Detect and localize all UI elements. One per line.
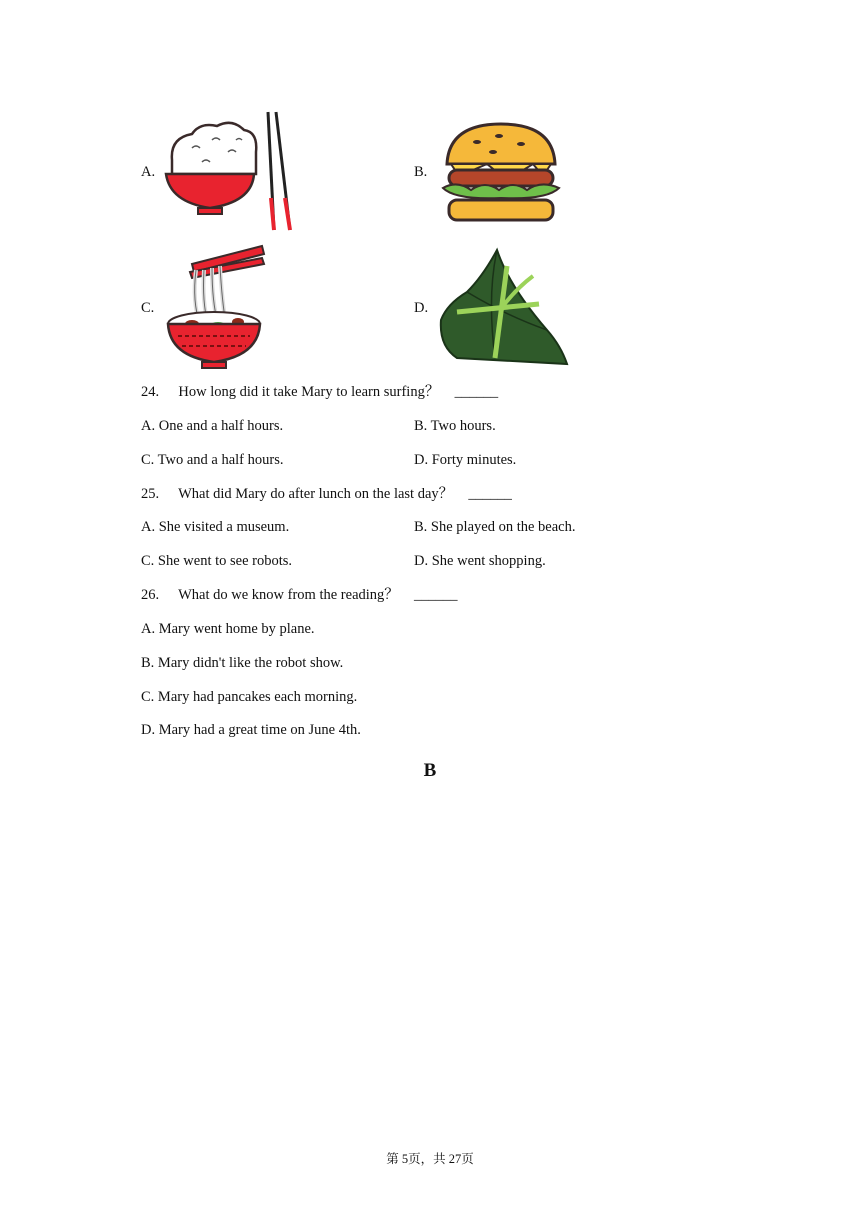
q25-option-c: C. She went to see robots.: [141, 553, 293, 569]
q26-option-c: C. Mary had pancakes each morning.: [141, 689, 358, 705]
question-24: [141, 383, 498, 401]
question-number: 26.: [141, 587, 160, 603]
question-25: [141, 485, 512, 503]
section-heading: B: [423, 760, 437, 781]
option-d-label: D.: [414, 300, 429, 316]
q24-option-d: D. Forty minutes.: [414, 452, 517, 468]
question-number: 24.: [141, 384, 160, 400]
page-footer: 第 5页，共 27页: [386, 1152, 474, 1166]
q25-option-a: A. She visited a museum.: [141, 519, 290, 535]
q26-option-d: D. Mary had a great time on June 4th.: [141, 722, 361, 738]
q26-option-a: A. Mary went home by plane.: [141, 621, 315, 637]
rice-bowl-with-chopsticks-icon: [162, 110, 297, 232]
hamburger-icon: [437, 120, 565, 224]
q26-option-b: B. Mary didn't like the robot show.: [141, 655, 344, 671]
answer-blank: ______: [468, 486, 512, 502]
q24-option-c: C. Two and a half hours.: [141, 452, 284, 468]
noodle-bowl-icon: [162, 242, 268, 370]
q24-option-a: A. One and a half hours.: [141, 418, 284, 434]
question-number: 25.: [141, 486, 160, 502]
option-b-label: B.: [414, 164, 428, 180]
q25-option-d: D. She went shopping.: [414, 553, 546, 569]
question-26: [141, 586, 458, 604]
zongzi-icon: [437, 246, 571, 368]
option-c-label: C.: [141, 300, 155, 316]
answer-blank: ______: [454, 384, 499, 400]
q25-option-b: B. She played on the beach.: [414, 519, 576, 535]
question-text: How long did it take Mary to learn surfing？: [178, 384, 440, 400]
q24-option-b: B. Two hours.: [414, 418, 496, 434]
question-text: What did Mary do after lunch on the last day？: [178, 486, 454, 502]
answer-blank: ______: [414, 587, 458, 603]
question-text: What do we know from the reading？: [178, 587, 399, 603]
option-a-label: A.: [141, 164, 156, 180]
